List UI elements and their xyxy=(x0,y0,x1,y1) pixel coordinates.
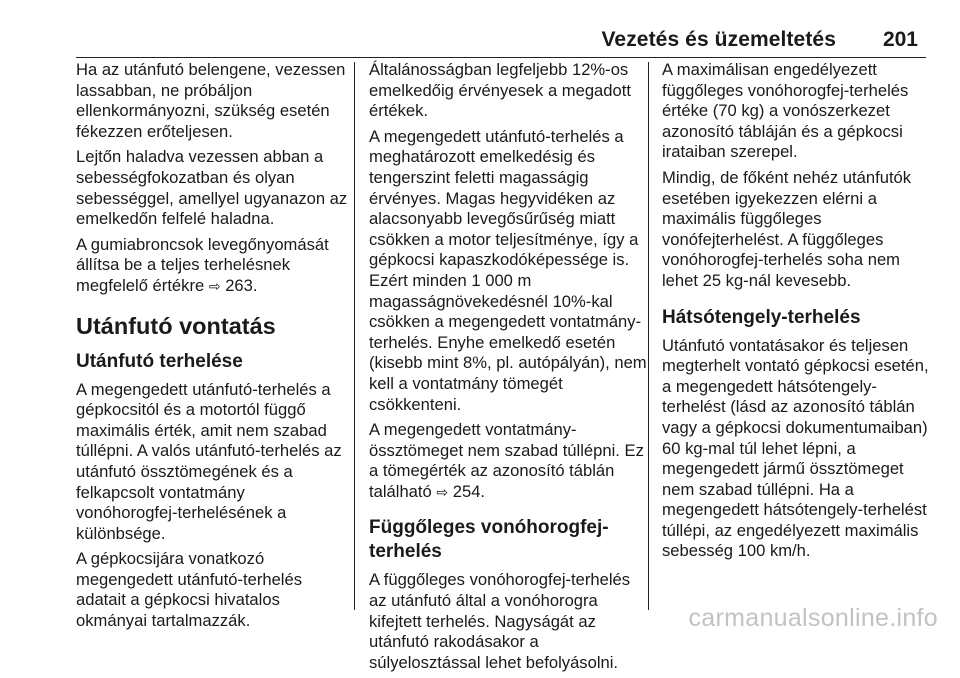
paragraph: Ha az utánfutó belengene, vezessen lassabban, ne próbáljon ellenkormányozni, szükség esetén fékezzen erőteljesen. xyxy=(76,60,346,141)
column-1 xyxy=(76,60,346,637)
page-reference-arrow-icon: ⇨ xyxy=(436,483,449,500)
column-2 xyxy=(369,60,647,678)
paragraph: A függőleges vonóhorogfej-terhelés az utánfutó által a vonóhorogra kifejtett terhelés. Nagyságát az utánfutó rakodásakor a súlyelosztással lehet befolyásolni. xyxy=(369,570,631,672)
subsection-heading: Hátsótengely-terhelés xyxy=(662,306,861,328)
paragraph: Mindig, de főként nehéz utánfutók esetében igyekezzen elérni a maximális függőleges vonófejterhelést. A függőleges vonóhorogfej-terhelés soha nem lehet 25 kg-nál kevesebb. xyxy=(662,167,912,290)
paragraph: A megengedett utánfutó-terhelés a meghatározott emelkedésig és tengerszint feletti magasságig érvényes. Magas hegyvidéken az alacsonyabb levegősűrűség miatt csökken a motor teljesítménye, így a gépkocsi kapaszkodóképessége is. Ezért minden 1 000 m magasságnövekedésnél 10%-kal csökken a megengedett vontatmány- terhelés. Enyhe emelkedő esetén (kisebb mint 8%, pl. autópályán), nem kell a vontatmány tömegét csökkenteni. xyxy=(369,126,647,414)
column-divider xyxy=(354,62,355,610)
paragraph: A gépkocsijára vonatkozó megengedett utánfutó-terhelés adatait a gépkocsi hivatalos okmányai tartalmazzák. xyxy=(76,549,303,631)
paragraph: A megengedett utánfutó-terhelés a gépkocsitól és a motortól függő maximális érték, amit nem szabad túllépni. A valós utánfutó-terhelés az utánfutó össztömegének és a felkapcsolt vontatmány vonóhorogfej-terhelésének a különbsége. xyxy=(76,379,342,543)
paragraph: Lejtőn haladva vezessen abban a sebességfokozatban és olyan sebességgel, amellyel ugyanazon az emelkedőn felfelé haladna. xyxy=(76,147,348,229)
section-title: Vezetés és üzemeltetés xyxy=(601,28,836,51)
page-reference-link[interactable]: 254. xyxy=(452,481,486,501)
column-divider xyxy=(648,62,649,610)
page-header xyxy=(76,24,926,54)
paragraph: A megengedett vontatmány- össztömeget nem szabad túllépni. Ez a tömegérték az azonosító táblán található ⇨ 254. xyxy=(369,420,644,501)
column-3 xyxy=(662,60,930,567)
page-number: 201 xyxy=(882,28,918,51)
reference-line: megfelelő értékre ⇨ 263. xyxy=(76,275,258,295)
paragraph: A gumiabroncsok levegőnyomását állítsa be a teljes terhelésnek megfelelő értékre ⇨ 263. xyxy=(76,235,346,297)
section-heading: Utánfutó vontatás xyxy=(76,312,276,339)
subsection-heading: Utánfutó terhelése xyxy=(76,350,243,372)
page-reference-arrow-icon: ⇨ xyxy=(208,277,221,294)
watermark: carmanualsonline.info xyxy=(688,604,938,632)
header-divider xyxy=(76,57,926,58)
paragraph: Általánosságban legfeljebb 12%-os emelkedőig érvényesek a megadott értékek. xyxy=(369,60,631,121)
paragraph: Utánfutó vontatásakor és teljesen megterhelt vontató gépkocsi esetén, a megengedett hátsótengely- terhelést (lásd az azonosító táblán vagy a gépkocsi dokumentumaiban) 60 kg-mal túl lehet lépni, a megengedett jármű össztömeget nem szabad túllépni. Ha a megengedett hátsótengely-terhelést túllépi, az engedélyezett maximális sebesség 100 km/h. xyxy=(662,335,929,561)
subsection-heading: Függőleges vonóhorogfej- terhelés xyxy=(369,517,609,563)
page-reference-link[interactable]: 263. xyxy=(225,275,258,295)
paragraph: A maximálisan engedélyezett függőleges vonóhorogfej-terhelés értéke (70 kg) a vonószerkezet azonosító tábláján és a gépkocsi irataiban szerepel. xyxy=(662,60,909,162)
reference-line: található ⇨ 254. xyxy=(369,481,486,501)
